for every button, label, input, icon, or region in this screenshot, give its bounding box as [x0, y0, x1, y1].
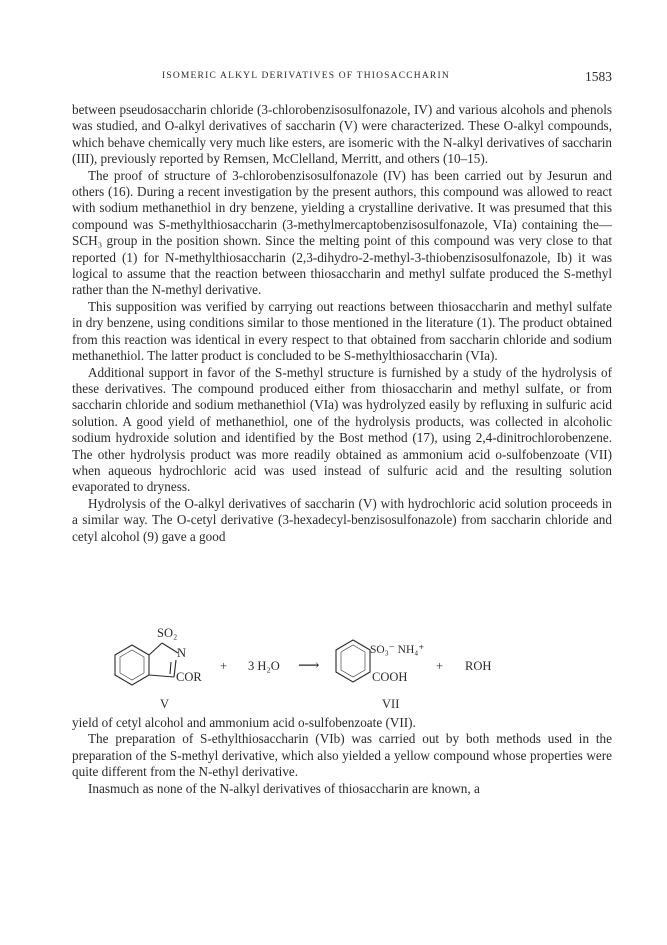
- reagent-water: 3 H₂O: [248, 659, 280, 673]
- page-header: [72, 69, 612, 89]
- plus-sign: +: [220, 659, 228, 673]
- paragraph: yield of cetyl alcohol and ammonium acid o-sulfobenzoate (VII).: [72, 715, 416, 730]
- paragraph: The proof of structure of 3-chlorobenzisosulfonazole (IV) has been carried out by Jesurun and others (16). During a recent investigation by the present authors, this compound was allowed to react with sodium methanethiol in dry benzene, yielding a crystalline derivative. It was presumed that this compound was S-methylthiosaccharin (3-methylmercaptobenzisosulfonazole, VIa) containing the—SCH₃ group in the position shown. Since the melting point of this compound was very close to that reported (1) for N-methylthiosaccharin (2,3-dihydro-2-methyl-3-thiobenzisosulfonazole, Ib) it was logical to assume that the reaction between thiosaccharin and methyl sulfate produced the S-methyl rather than the N-methyl derivative.: [72, 167, 612, 298]
- product-benzene-ring: [336, 640, 370, 682]
- reaction-arrow: ⟶: [298, 658, 320, 674]
- reactant-n-label: N: [177, 646, 187, 660]
- paragraph: The preparation of S-ethylthiosaccharin (VIb) was carried out by both methods used in the preparation of the S-methyl derivative, which also yielded a yellow compound whose properties were quite different from the N-ethyl derivative.: [72, 731, 612, 780]
- product-cooh-label: COOH: [372, 670, 408, 684]
- compound-label-vii: VII: [382, 697, 400, 711]
- product-sulfonate-label: SO₃⁻ NH₄⁺: [370, 644, 425, 656]
- paragraph: Inasmuch as none of the N-alkyl derivatives of thiosaccharin are known, a: [88, 780, 480, 796]
- reactant-benzene-ring: [115, 645, 149, 685]
- paragraph: between pseudosaccharin chloride (3-chlorobenzisosulfonazole, IV) and various alcohols and phenols was studied, and O-alkyl derivatives of saccharin (V) were characterized. These O-alkyl compounds, which behave chemically very much like esters, are isomeric with the N-alkyl derivatives of saccharin (III), previously reported by Remsen, McClelland, Merritt, and others (10–15).: [72, 102, 612, 167]
- body-text-bottom: [72, 715, 612, 797]
- plus-sign: +: [436, 659, 444, 673]
- running-title: ISOMERIC ALKYL DERIVATIVES OF THIOSACCHARIN: [162, 71, 450, 81]
- byproduct-roh: ROH: [465, 659, 492, 673]
- reactant-so2-label: SO₂: [157, 626, 178, 640]
- page-number: 1583: [585, 69, 612, 84]
- reactant-cor-label: COR: [176, 670, 202, 684]
- compound-label-v: V: [160, 697, 170, 711]
- paragraph: This supposition was verified by carrying out reactions between thiosaccharin and methyl sulfate in dry benzene, using conditions similar to those mentioned in the literature (1). The product obtained from this reaction was identical in every respect to that obtained from saccharin chloride and sodium methanethiol. The latter product is concluded to be S-methylthiosaccharin (VIa).: [72, 298, 612, 364]
- body-text-top: [72, 102, 612, 545]
- paragraph: Additional support in favor of the S-methyl structure is furnished by a study of the hydrolysis of these derivatives. The compound produced either from thiosaccharin and methyl sulfate, or from saccharin chloride and sodium methanethiol (VIa) was hydrolyzed easily by refluxing in sulfuric acid solution. A good yield of methanethiol, one of the hydrolysis products, was collected in alcoholic sodium hydroxide solution and identified by the Bost method (17), using 2,4-dinitrochlorobenzene. The other hydrolysis product was more readily obtained as ammonium acid o-sulfobenzoate (VII) when aqueous hydrochloric acid was used instead of sulfuric acid and the resulting solution evaporated to dryness.: [72, 364, 612, 495]
- paragraph: Hydrolysis of the O-alkyl derivatives of saccharin (V) with hydrochloric acid solution proceeds in a similar way. The O-cetyl derivative (3-hexadecyl-benzisosulfonazole) from saccharin chloride and cetyl alcohol (9) gave a good: [72, 495, 612, 544]
